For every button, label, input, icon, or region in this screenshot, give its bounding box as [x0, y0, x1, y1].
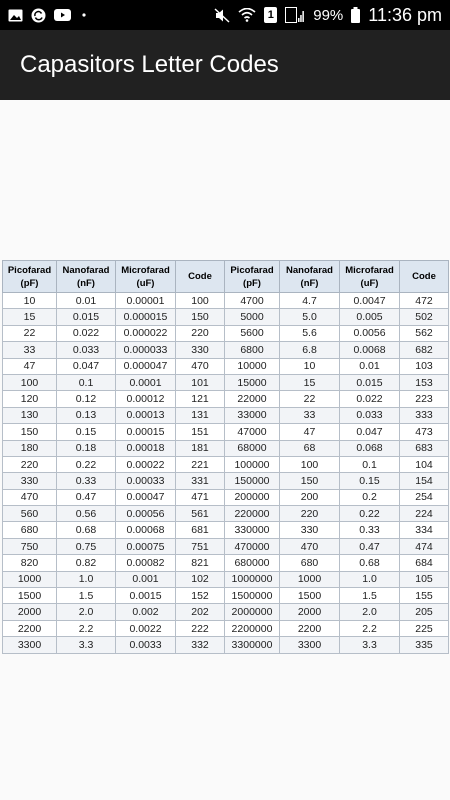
table-cell: 47 [280, 424, 340, 440]
table-row [3, 424, 449, 440]
table-cell: 471 [176, 489, 225, 505]
table-cell: 502 [400, 309, 449, 325]
table-cell: 102 [176, 571, 225, 587]
table-cell: 470 [280, 538, 340, 554]
column-header-unit-name: Picofarad [230, 264, 274, 276]
table-cell: 224 [400, 506, 449, 522]
table-header-row [3, 261, 449, 293]
table-cell: 330 [176, 342, 225, 358]
table-cell: 0.47 [340, 538, 400, 554]
table-cell: 0.1 [340, 456, 400, 472]
table-cell: 0.00001 [116, 293, 176, 309]
capacitor-code-table [2, 260, 449, 654]
table-row [3, 489, 449, 505]
column-header-unit-name: Code [188, 271, 212, 282]
table-cell: 100 [280, 456, 340, 472]
table-cell: 150 [3, 424, 57, 440]
table-cell: 5.0 [280, 309, 340, 325]
table-cell: 10 [280, 358, 340, 374]
table-cell: 33 [280, 407, 340, 423]
table-cell: 0.33 [340, 522, 400, 538]
table-cell: 680 [3, 522, 57, 538]
table-cell: 0.22 [57, 456, 116, 472]
table-cell: 5000 [225, 309, 280, 325]
table-cell: 150 [176, 309, 225, 325]
table-cell: 131 [176, 407, 225, 423]
table-cell: 335 [400, 637, 449, 653]
table-cell: 150 [280, 473, 340, 489]
table-cell: 2.0 [340, 604, 400, 620]
table-cell: 473 [400, 424, 449, 440]
table-cell: 0.47 [57, 489, 116, 505]
table-cell: 153 [400, 374, 449, 390]
table-cell: 0.15 [57, 424, 116, 440]
table-cell: 0.0047 [340, 293, 400, 309]
table-cell: 4.7 [280, 293, 340, 309]
table-cell: 180 [3, 440, 57, 456]
table-cell: 0.033 [57, 342, 116, 358]
table-cell: 1.5 [57, 588, 116, 604]
column-header [116, 261, 176, 293]
table-cell: 68000 [225, 440, 280, 456]
table-cell: 47000 [225, 424, 280, 440]
table-cell: 2200 [280, 620, 340, 636]
table-cell: 3.3 [57, 637, 116, 653]
column-header [280, 261, 340, 293]
table-cell: 0.82 [57, 555, 116, 571]
table-cell: 0.033 [340, 407, 400, 423]
table-cell: 103 [400, 358, 449, 374]
table-row [3, 440, 449, 456]
table-cell: 0.000033 [116, 342, 176, 358]
table-cell: 151 [176, 424, 225, 440]
table-cell: 22000 [225, 391, 280, 407]
table-row [3, 588, 449, 604]
table-cell: 1000 [280, 571, 340, 587]
table-cell: 220 [280, 506, 340, 522]
table-cell: 684 [400, 555, 449, 571]
table-cell: 155 [400, 588, 449, 604]
status-left [8, 8, 89, 23]
table-cell: 1000 [3, 571, 57, 587]
table-cell: 0.0022 [116, 620, 176, 636]
table-cell: 0.00015 [116, 424, 176, 440]
table-cell: 0.068 [340, 440, 400, 456]
table-cell: 562 [400, 325, 449, 341]
table-cell: 1500 [3, 588, 57, 604]
column-header-unit-name: Microfarad [121, 264, 170, 276]
table-cell: 2000000 [225, 604, 280, 620]
table-cell: 470000 [225, 538, 280, 554]
table-cell: 0.15 [340, 473, 400, 489]
table-row [3, 571, 449, 587]
table-cell: 0.015 [57, 309, 116, 325]
table-row [3, 325, 449, 341]
capacitor-code-table-container [2, 260, 448, 654]
table-row [3, 456, 449, 472]
table-cell: 1.0 [340, 571, 400, 587]
table-cell: 2000 [3, 604, 57, 620]
table-cell: 0.1 [57, 374, 116, 390]
table-cell: 0.00033 [116, 473, 176, 489]
table-row [3, 293, 449, 309]
table-row [3, 358, 449, 374]
table-cell: 0.01 [340, 358, 400, 374]
table-cell: 0.01 [57, 293, 116, 309]
table-cell: 331 [176, 473, 225, 489]
table-cell: 150000 [225, 473, 280, 489]
wifi-icon [238, 8, 256, 22]
content-area[interactable] [0, 100, 450, 800]
table-cell: 680 [280, 555, 340, 571]
table-cell: 0.001 [116, 571, 176, 587]
table-cell: 0.2 [340, 489, 400, 505]
table-cell: 15 [280, 374, 340, 390]
table-cell: 121 [176, 391, 225, 407]
status-right [214, 5, 442, 26]
table-cell: 1.0 [57, 571, 116, 587]
table-cell: 152 [176, 588, 225, 604]
table-cell: 0.00075 [116, 538, 176, 554]
column-header-unit-symbol: (uF) [360, 277, 379, 289]
table-cell: 821 [176, 555, 225, 571]
column-header-unit-name: Nanofarad [286, 264, 333, 276]
table-cell: 0.0001 [116, 374, 176, 390]
table-cell: 1500000 [225, 588, 280, 604]
table-cell: 1500 [280, 588, 340, 604]
app-title: Capasitors Letter Codes [20, 51, 279, 78]
table-cell: 220000 [225, 506, 280, 522]
table-cell: 105 [400, 571, 449, 587]
table-cell: 0.0068 [340, 342, 400, 358]
image-icon [8, 9, 23, 22]
table-row [3, 506, 449, 522]
table-cell: 225 [400, 620, 449, 636]
column-header-unit-name: Picofarad [7, 264, 52, 276]
table-cell: 205 [400, 604, 449, 620]
table-cell: 0.18 [57, 440, 116, 456]
table-cell: 470 [176, 358, 225, 374]
table-cell: 100 [3, 374, 57, 390]
column-header-unit-symbol: (nF) [77, 277, 95, 289]
table-cell: 0.00013 [116, 407, 176, 423]
table-row [3, 522, 449, 538]
table-cell: 0.12 [57, 391, 116, 407]
table-cell: 22 [3, 325, 57, 341]
table-cell: 200 [280, 489, 340, 505]
table-row [3, 342, 449, 358]
table-cell: 0.00056 [116, 506, 176, 522]
column-header-unit-symbol: (pF) [243, 277, 261, 289]
column-header [340, 261, 400, 293]
table-cell: 0.33 [57, 473, 116, 489]
table-cell: 0.0015 [116, 588, 176, 604]
table-cell: 560 [3, 506, 57, 522]
table-cell: 68 [280, 440, 340, 456]
table-cell: 0.0056 [340, 325, 400, 341]
table-cell: 0.00047 [116, 489, 176, 505]
table-cell: 0.000022 [116, 325, 176, 341]
column-header-unit-name: Nanofarad [62, 264, 110, 276]
app-bar [0, 30, 450, 100]
dot-icon [79, 10, 89, 20]
table-cell: 561 [176, 506, 225, 522]
table-body [3, 293, 449, 654]
status-bar [0, 0, 450, 30]
table-cell: 181 [176, 440, 225, 456]
table-cell: 0.00012 [116, 391, 176, 407]
table-cell: 683 [400, 440, 449, 456]
table-cell: 5600 [225, 325, 280, 341]
table-cell: 3.3 [340, 637, 400, 653]
table-cell: 1000000 [225, 571, 280, 587]
table-row [3, 604, 449, 620]
column-header [176, 261, 225, 293]
signal-icon [285, 7, 305, 23]
table-cell: 472 [400, 293, 449, 309]
table-cell: 0.022 [57, 325, 116, 341]
table-cell: 0.005 [340, 309, 400, 325]
table-cell: 0.68 [340, 555, 400, 571]
table-cell: 2200000 [225, 620, 280, 636]
table-cell: 680000 [225, 555, 280, 571]
table-cell: 0.00082 [116, 555, 176, 571]
table-cell: 5.6 [280, 325, 340, 341]
column-header-unit-symbol: (uF) [136, 277, 155, 289]
table-cell: 3300000 [225, 637, 280, 653]
table-cell: 200000 [225, 489, 280, 505]
table-cell: 474 [400, 538, 449, 554]
table-cell: 470 [3, 489, 57, 505]
table-row [3, 620, 449, 636]
column-header-unit-symbol: (pF) [20, 277, 39, 289]
table-cell: 2.0 [57, 604, 116, 620]
table-cell: 0.000015 [116, 309, 176, 325]
table-cell: 0.13 [57, 407, 116, 423]
table-cell: 0.022 [340, 391, 400, 407]
table-cell: 333 [400, 407, 449, 423]
battery-icon [351, 7, 360, 23]
table-cell: 222 [176, 620, 225, 636]
table-cell: 104 [400, 456, 449, 472]
table-row [3, 555, 449, 571]
table-cell: 130 [3, 407, 57, 423]
table-cell: 101 [176, 374, 225, 390]
table-cell: 6.8 [280, 342, 340, 358]
sim-number: 1 [267, 9, 274, 21]
table-cell: 682 [400, 342, 449, 358]
column-header [400, 261, 449, 293]
clock: 11:36 pm [368, 4, 442, 25]
table-cell: 0.047 [340, 424, 400, 440]
table-cell: 3300 [280, 637, 340, 653]
table-cell: 3300 [3, 637, 57, 653]
table-cell: 0.00022 [116, 456, 176, 472]
table-cell: 0.047 [57, 358, 116, 374]
column-header [57, 261, 116, 293]
table-cell: 33 [3, 342, 57, 358]
column-header [225, 261, 280, 293]
table-cell: 10 [3, 293, 57, 309]
table-cell: 2.2 [340, 620, 400, 636]
table-cell: 47 [3, 358, 57, 374]
table-cell: 6800 [225, 342, 280, 358]
table-cell: 223 [400, 391, 449, 407]
sync-icon [31, 8, 46, 23]
table-cell: 0.75 [57, 538, 116, 554]
table-row [3, 473, 449, 489]
table-cell: 334 [400, 522, 449, 538]
table-cell: 681 [176, 522, 225, 538]
table-cell: 10000 [225, 358, 280, 374]
table-cell: 154 [400, 473, 449, 489]
table-cell: 2000 [280, 604, 340, 620]
table-cell: 15000 [225, 374, 280, 390]
table-cell: 100 [176, 293, 225, 309]
table-cell: 22 [280, 391, 340, 407]
column-header-unit-symbol: (nF) [300, 277, 319, 289]
table-cell: 220 [3, 456, 57, 472]
table-cell: 0.56 [57, 506, 116, 522]
table-cell: 330 [280, 522, 340, 538]
table-row [3, 374, 449, 390]
table-cell: 202 [176, 604, 225, 620]
table-cell: 1.5 [340, 588, 400, 604]
table-cell: 0.015 [340, 374, 400, 390]
table-cell: 0.000047 [116, 358, 176, 374]
table-row [3, 407, 449, 423]
column-header-unit-name: Code [412, 271, 436, 282]
column-header-unit-name: Microfarad [345, 264, 394, 276]
sim-icon [264, 7, 277, 23]
table-cell: 220 [176, 325, 225, 341]
table-cell: 2200 [3, 620, 57, 636]
column-header [3, 261, 57, 293]
table-cell: 120 [3, 391, 57, 407]
table-row [3, 391, 449, 407]
table-cell: 4700 [225, 293, 280, 309]
table-cell: 0.22 [340, 506, 400, 522]
table-cell: 100000 [225, 456, 280, 472]
table-cell: 15 [3, 309, 57, 325]
table-cell: 330 [3, 473, 57, 489]
battery-percent: 99% [313, 6, 344, 24]
table-cell: 0.00018 [116, 440, 176, 456]
table-cell: 0.00068 [116, 522, 176, 538]
mute-icon [214, 8, 230, 23]
table-row [3, 637, 449, 653]
table-row [3, 309, 449, 325]
table-cell: 221 [176, 456, 225, 472]
table-cell: 0.0033 [116, 637, 176, 653]
table-cell: 820 [3, 555, 57, 571]
table-cell: 750 [3, 538, 57, 554]
table-cell: 751 [176, 538, 225, 554]
table-cell: 0.68 [57, 522, 116, 538]
youtube-icon [54, 9, 71, 21]
table-cell: 33000 [225, 407, 280, 423]
table-row [3, 538, 449, 554]
table-cell: 2.2 [57, 620, 116, 636]
table-cell: 332 [176, 637, 225, 653]
table-cell: 0.002 [116, 604, 176, 620]
table-cell: 254 [400, 489, 449, 505]
table-cell: 330000 [225, 522, 280, 538]
